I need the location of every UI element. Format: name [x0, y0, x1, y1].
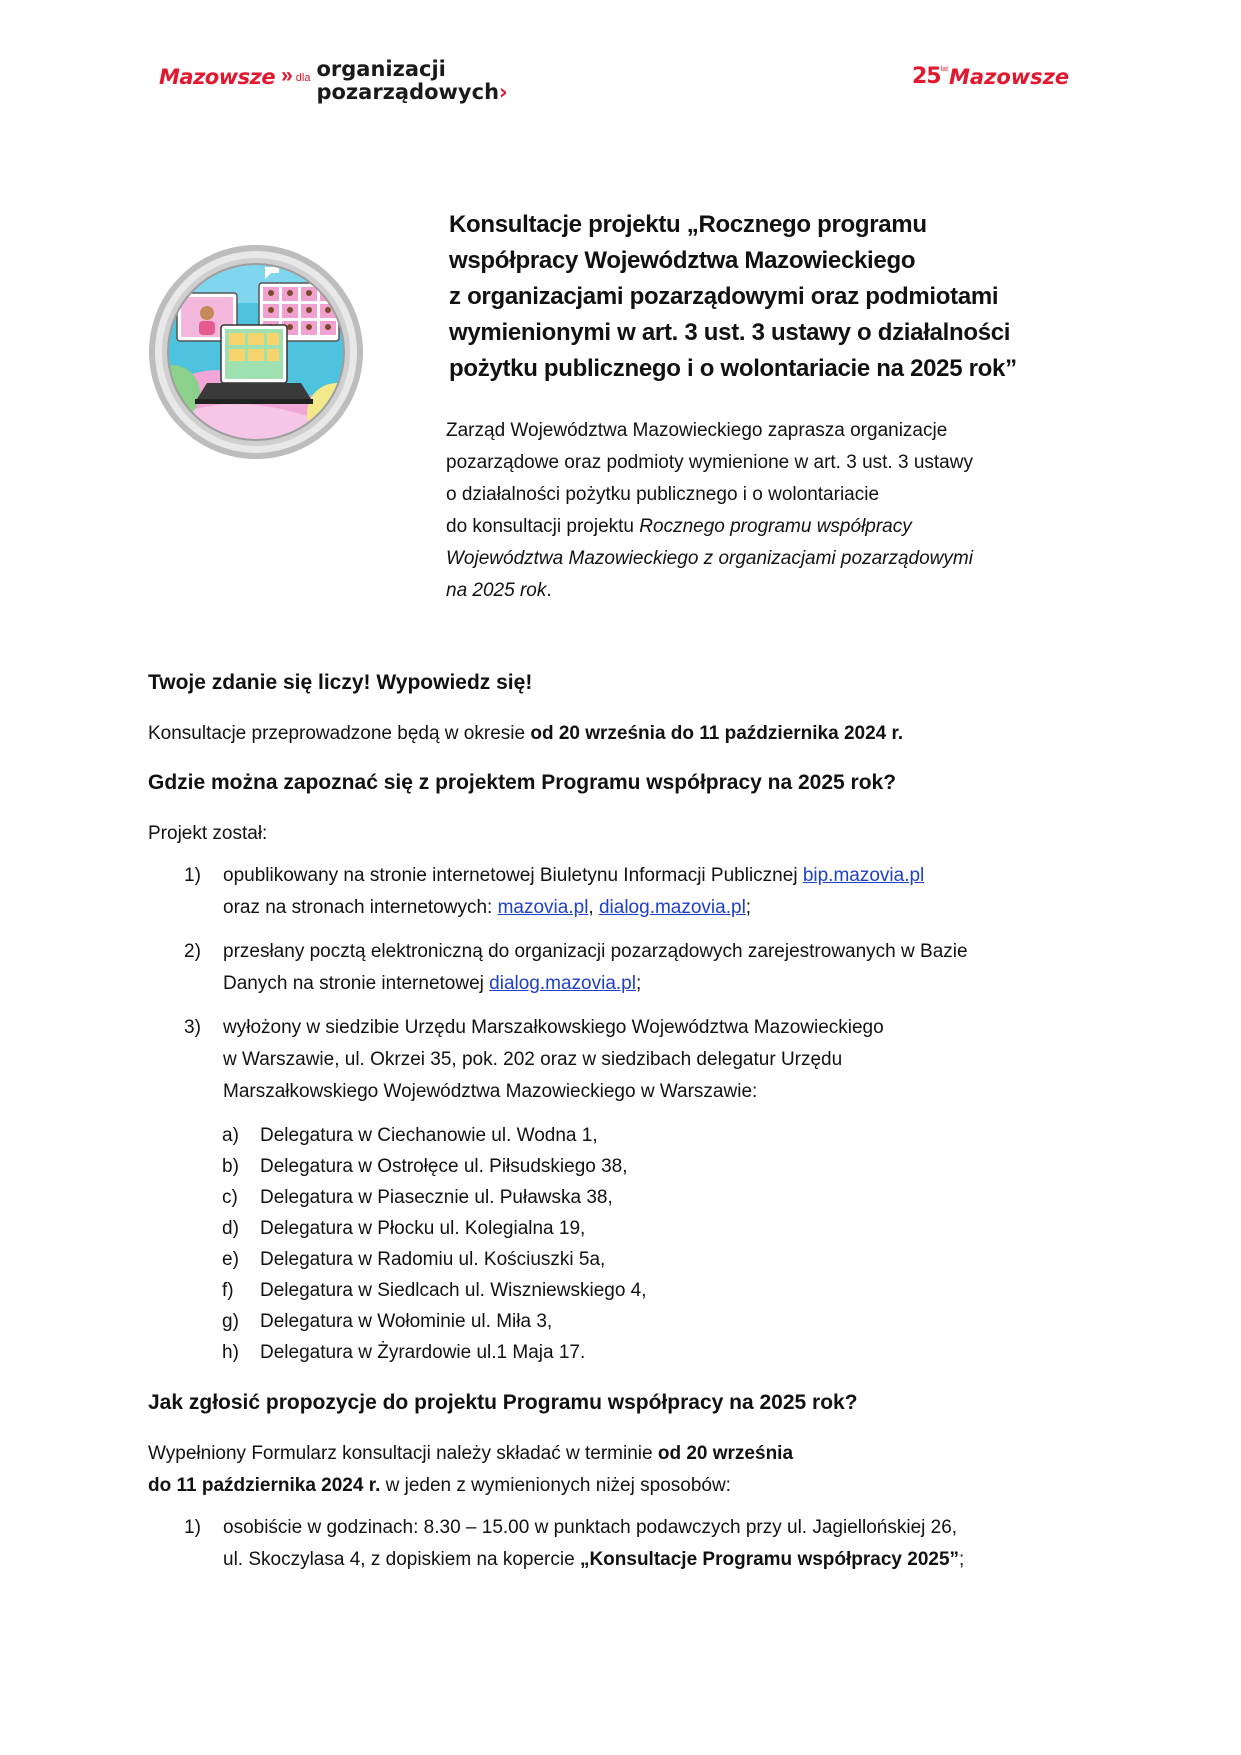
- submission-text: w jeden z wymienionych niżej sposobów:: [380, 1475, 731, 1496]
- section-heading-where: Gdzie można zapoznać się z projektem Programu współpracy na 2025 rok?: [148, 771, 897, 794]
- delegatura-text: Delegatura w Ciechanowie ul. Wodna 1,: [260, 1125, 598, 1146]
- list-end: ;: [959, 1549, 965, 1570]
- logo-brand-text: Mazowsze: [159, 65, 276, 89]
- delegatura-item: [148, 1244, 1108, 1275]
- list-text: opublikowany na stronie internetowej Biuletynu Informacji Publicznej: [223, 865, 803, 886]
- project-lead-text: Projekt został:: [148, 823, 268, 844]
- badge-scene: [147, 243, 365, 461]
- list-number: 2): [184, 941, 201, 962]
- logo-dla-text: dla: [295, 72, 311, 84]
- delegatura-letter: e): [222, 1249, 239, 1270]
- delegatura-item: [148, 1275, 1108, 1306]
- intro-line: [446, 575, 1086, 607]
- intro-text: do konsultacji projektu: [446, 516, 640, 537]
- logo-right-brand: Mazowsze: [949, 65, 1070, 89]
- list-text: wyłożony w siedzibie Urzędu Marszałkowskiego Województwa Mazowieckiego: [223, 1017, 884, 1038]
- chevron-right-icon: ›: [499, 80, 508, 104]
- delegatura-letter: g): [222, 1311, 239, 1332]
- delegatura-item: [148, 1337, 1108, 1368]
- link-mazovia[interactable]: mazovia.pl: [497, 897, 589, 918]
- period-text: Konsultacje przeprowadzone będą w okresie: [148, 723, 531, 744]
- envelope-note: „Konsultacje Programu współpracy 2025”: [579, 1549, 960, 1570]
- intro-program-name: Rocznego programu współpracy: [639, 516, 912, 537]
- list-separator: ,: [588, 897, 599, 918]
- intro-line: [446, 543, 1086, 575]
- section-heading-opinion: Twoje zdanie się liczy! Wypowiedz się!: [148, 671, 533, 694]
- intro-line: pozarządowe oraz podmioty wymienione w art. 3 ust. 3 ustawy: [446, 452, 973, 473]
- delegatura-text: Delegatura w Piasecznie ul. Puławska 38,: [260, 1187, 613, 1208]
- intro-paragraph: [446, 415, 1086, 607]
- list-text: w Warszawie, ul. Okrzei 35, pok. 202 oraz w siedzibach delegatur Urzędu: [223, 1049, 843, 1070]
- title-line: współpracy Województwa Mazowieckiego: [449, 247, 916, 274]
- delegatura-item: [148, 1120, 1108, 1151]
- section-heading-how: Jak zgłosić propozycje do projektu Programu współpracy na 2025 rok?: [148, 1391, 858, 1414]
- delegatura-letter: f): [222, 1280, 234, 1301]
- list-item: [148, 860, 1108, 924]
- delegatura-letter: a): [222, 1125, 239, 1146]
- how-list: [148, 1512, 1108, 1576]
- video-conference-illustration: [147, 243, 365, 461]
- submission-date: od 20 września: [657, 1443, 794, 1464]
- list-text: przesłany pocztą elektroniczną do organizacji pozarządowych zarejestrowanych w Bazie: [223, 941, 968, 962]
- link-dialog-mazovia[interactable]: dialog.mazovia.pl: [598, 897, 746, 918]
- delegatura-item: [148, 1213, 1108, 1244]
- submission-text: Wypełniony Formularz konsultacji należy składać w terminie: [148, 1443, 658, 1464]
- title-line: pożytku publicznego i o wolontariacie na 2025 rok”: [449, 355, 1017, 382]
- logo-mazowsze-dla-organizacji: [159, 58, 508, 114]
- delegatura-text: Delegatura w Ostrołęce ul. Piłsudskiego 38,: [260, 1156, 628, 1177]
- intro-program-name: Województwa Mazowieckiego z organizacjami pozarządowymi: [446, 548, 973, 569]
- list-text: Marszałkowskiego Województwa Mazowieckiego w Warszawie:: [223, 1081, 758, 1102]
- delegatura-text: Delegatura w Radomiu ul. Kościuszki 5a,: [260, 1249, 606, 1270]
- logo-lat-text: lat: [940, 66, 949, 73]
- delegatura-text: Delegatura w Siedlcach ul. Wiszniewskiego 4,: [260, 1280, 647, 1301]
- logo-25-number: 25: [912, 64, 941, 89]
- delegatura-item: [148, 1306, 1108, 1337]
- intro-line: o działalności pożytku publicznego i o wolontariacie: [446, 484, 880, 505]
- delegatura-item: [148, 1151, 1108, 1182]
- list-number: 1): [184, 1517, 201, 1538]
- submission-paragraph: [148, 1438, 1108, 1502]
- delegatura-letter: h): [222, 1342, 239, 1363]
- list-text: ul. Skoczylasa 4, z dopiskiem na kopercie: [223, 1549, 580, 1570]
- where-list: [148, 860, 1108, 1108]
- logo-org-line2: pozarządowych: [316, 80, 500, 104]
- delegatura-letter: c): [222, 1187, 238, 1208]
- title-line: z organizacjami pozarządowymi oraz podmiotami: [449, 283, 999, 310]
- logo-org-text: [316, 58, 507, 104]
- delegatura-text: Delegatura w Wołominie ul. Miła 3,: [260, 1311, 553, 1332]
- link-bip-mazovia[interactable]: bip.mazovia.pl: [802, 865, 925, 886]
- list-text: oraz na stronach internetowych:: [223, 897, 498, 918]
- consultation-period-text: [148, 718, 1108, 750]
- document-title: [449, 207, 1089, 387]
- list-text: Danych na stronie internetowej: [223, 973, 490, 994]
- list-number: 3): [184, 1017, 201, 1038]
- list-item: [148, 1512, 1108, 1576]
- delegatura-letter: b): [222, 1156, 239, 1177]
- link-dialog-mazovia[interactable]: dialog.mazovia.pl: [489, 973, 636, 994]
- title-line: wymienionymi w art. 3 ust. 3 ustawy o działalności: [449, 319, 1011, 346]
- intro-text: .: [546, 580, 552, 601]
- list-text: osobiście w godzinach: 8.30 – 15.00 w punktach podawczych przy ul. Jagiellońskiej 26,: [223, 1517, 958, 1538]
- list-item: [148, 936, 1108, 1000]
- intro-line: Zarząd Województwa Mazowieckiego zaprasza organizacje: [446, 420, 948, 441]
- list-number: 1): [184, 865, 201, 886]
- list-end: ;: [745, 897, 752, 918]
- period-dates: od 20 września do 11 października 2024 r.: [530, 723, 904, 744]
- intro-line: [446, 511, 1086, 543]
- main-content: [148, 668, 1108, 1576]
- delegatury-list: [148, 1120, 1108, 1368]
- delegatura-text: Delegatura w Płocku ul. Kolegialna 19,: [260, 1218, 586, 1239]
- chevron-double-right-icon: »: [281, 64, 290, 87]
- list-end: ;: [635, 973, 642, 994]
- delegatura-item: [148, 1182, 1108, 1213]
- list-item: [148, 1012, 1108, 1108]
- logo-org-line1: organizacji: [316, 57, 446, 81]
- submission-date: do 11 października 2024 r.: [148, 1475, 381, 1496]
- delegatura-letter: d): [222, 1218, 239, 1239]
- delegatura-text: Delegatura w Żyrardowie ul.1 Maja 17.: [260, 1342, 586, 1363]
- logo-25-lat-mazowsze: [912, 64, 1069, 89]
- title-line: Konsultacje projektu „Rocznego programu: [449, 211, 927, 238]
- intro-program-name: na 2025 rok: [446, 580, 547, 601]
